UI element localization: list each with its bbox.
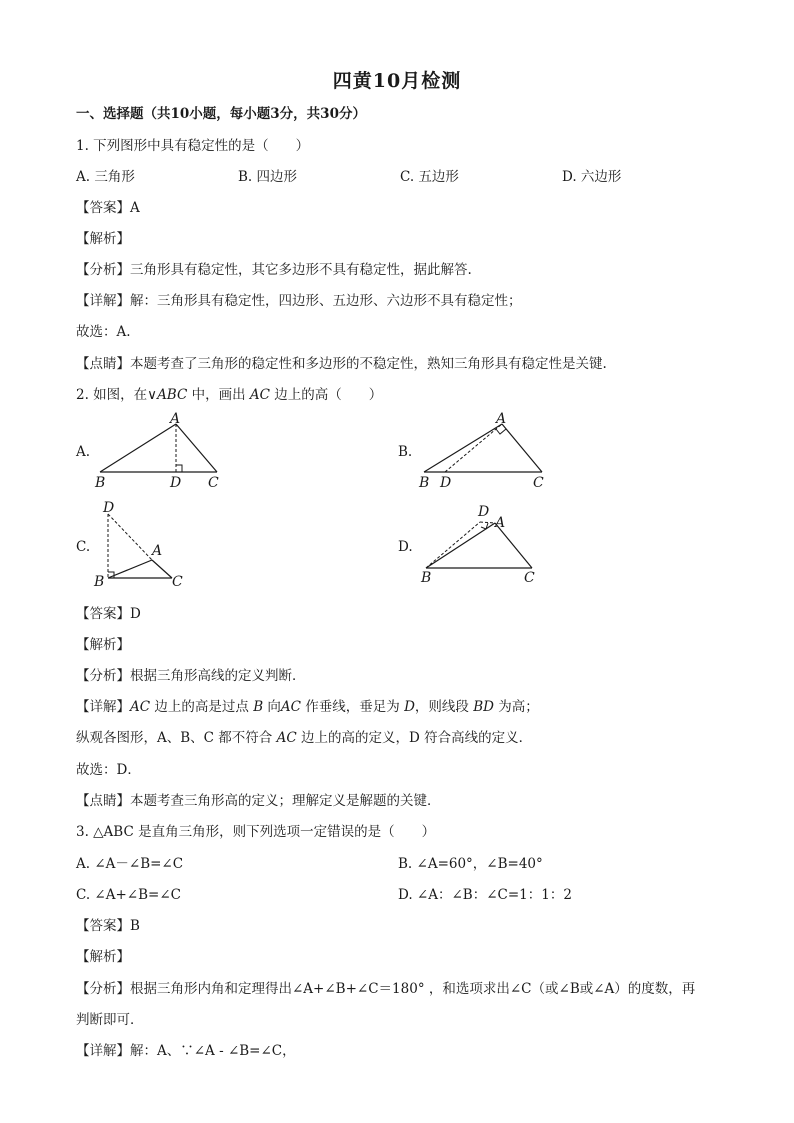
q1-option-a: A. 三角形 (76, 169, 135, 185)
figure-b-vertex-a: A (496, 411, 507, 427)
q2-xiangjie: 【详解】AC 边上的高是过点 B 向AC 作垂线，垂足为 D，则线段 BD 为高； (76, 699, 539, 715)
figure-b-vertex-c: C (533, 475, 544, 491)
figure-a-vertex-d: D (170, 475, 182, 491)
q2-fenxi: 【分析】根据三角形高线的定义判断． (76, 668, 306, 684)
q3-fenxi-line1: 【分析】根据三角形内角和定理得出∠A+∠B+∠C＝180° ，和选项求出∠C（或∠B或∠A）的度数，再 (76, 981, 696, 997)
page-title: 四黄10月检测 (332, 70, 462, 92)
figure-c-vertex-c: C (172, 574, 183, 590)
q1-option-b: B. 四边形 (238, 169, 298, 185)
q2-answer: 【答案】D (76, 606, 141, 622)
q3-analysis-label: 【解析】 (76, 949, 130, 965)
figure-d-label: D. (398, 539, 413, 555)
q1-answer: 【答案】A (76, 200, 140, 216)
q2-analysis-label: 【解析】 (76, 637, 130, 653)
figure-a-label: A. (76, 444, 91, 460)
figure-b-vertex-b: B (419, 475, 430, 491)
figure-a-vertex-a: A (170, 411, 181, 427)
figure-b-label: B. (398, 444, 413, 460)
q1-xiangjie: 【详解】解：三角形具有稳定性，四边形、五边形、六边形不具有稳定性； (76, 293, 522, 309)
q1-choose: 故选：A. (76, 324, 131, 340)
figure-c (90, 498, 200, 592)
figure-c-vertex-a: A (152, 543, 163, 559)
q1-fenxi: 【分析】三角形具有稳定性，其它多边形不具有稳定性，据此解答. (76, 262, 472, 278)
figure-a-vertex-c: C (208, 475, 219, 491)
q1-option-c: C. 五边形 (400, 169, 459, 185)
figure-a (90, 410, 230, 492)
q3-fenxi-line2: 判断即可． (76, 1012, 144, 1028)
q3-stem: 3. △ABC 是直角三角形，则下列选项一定错误的是（ ） (76, 824, 436, 840)
figure-d-vertex-c: C (524, 570, 535, 586)
q3-option-a: A. ∠A－∠B=∠C (76, 856, 184, 872)
figure-c-vertex-d: D (103, 500, 115, 516)
figure-d-vertex-d: D (478, 504, 490, 520)
q1-option-d: D. 六边形 (562, 169, 622, 185)
figure-a-vertex-b: B (95, 475, 106, 491)
q2-conclusion: 纵观各图形，A、B、C 都不符合 AC 边上的高的定义，D 符合高线的定义． (76, 730, 533, 746)
section-heading: 一、选择题（共10小题，每小题3分，共30分） (76, 106, 366, 122)
figure-c-vertex-b: B (94, 574, 105, 590)
q3-option-b: B. ∠A=60°，∠B=40° (398, 856, 543, 872)
q1-analysis-label: 【解析】 (76, 231, 130, 247)
q3-option-d: D. ∠A：∠B：∠C=1：1：2 (398, 887, 572, 903)
q1-dianjing: 【点睛】本题考查了三角形的稳定性和多边形的不稳定性，熟知三角形具有稳定性是关键. (76, 356, 607, 372)
q3-answer: 【答案】B (76, 918, 140, 934)
q3-option-c: C. ∠A+∠B=∠C (76, 887, 181, 903)
q2-stem: 2. 如图，在∨ABC 中，画出 AC 边上的高（ ） (76, 387, 383, 403)
q2-dianjing: 【点睛】本题考查三角形高的定义；理解定义是解题的关键． (76, 793, 441, 809)
figure-d-vertex-b: B (421, 570, 432, 586)
figure-d (414, 498, 544, 592)
figure-c-label: C. (76, 539, 91, 555)
figure-d-vertex-a: A (495, 515, 506, 531)
figure-b (414, 410, 554, 492)
figure-b-vertex-d: D (440, 475, 452, 491)
q3-xiangjie: 【详解】解：A、∵∠A - ∠B=∠C， (76, 1043, 296, 1059)
q1-stem: 1. 下列图形中具有稳定性的是（ ） (76, 138, 310, 154)
q2-choose: 故选：D． (76, 762, 141, 778)
